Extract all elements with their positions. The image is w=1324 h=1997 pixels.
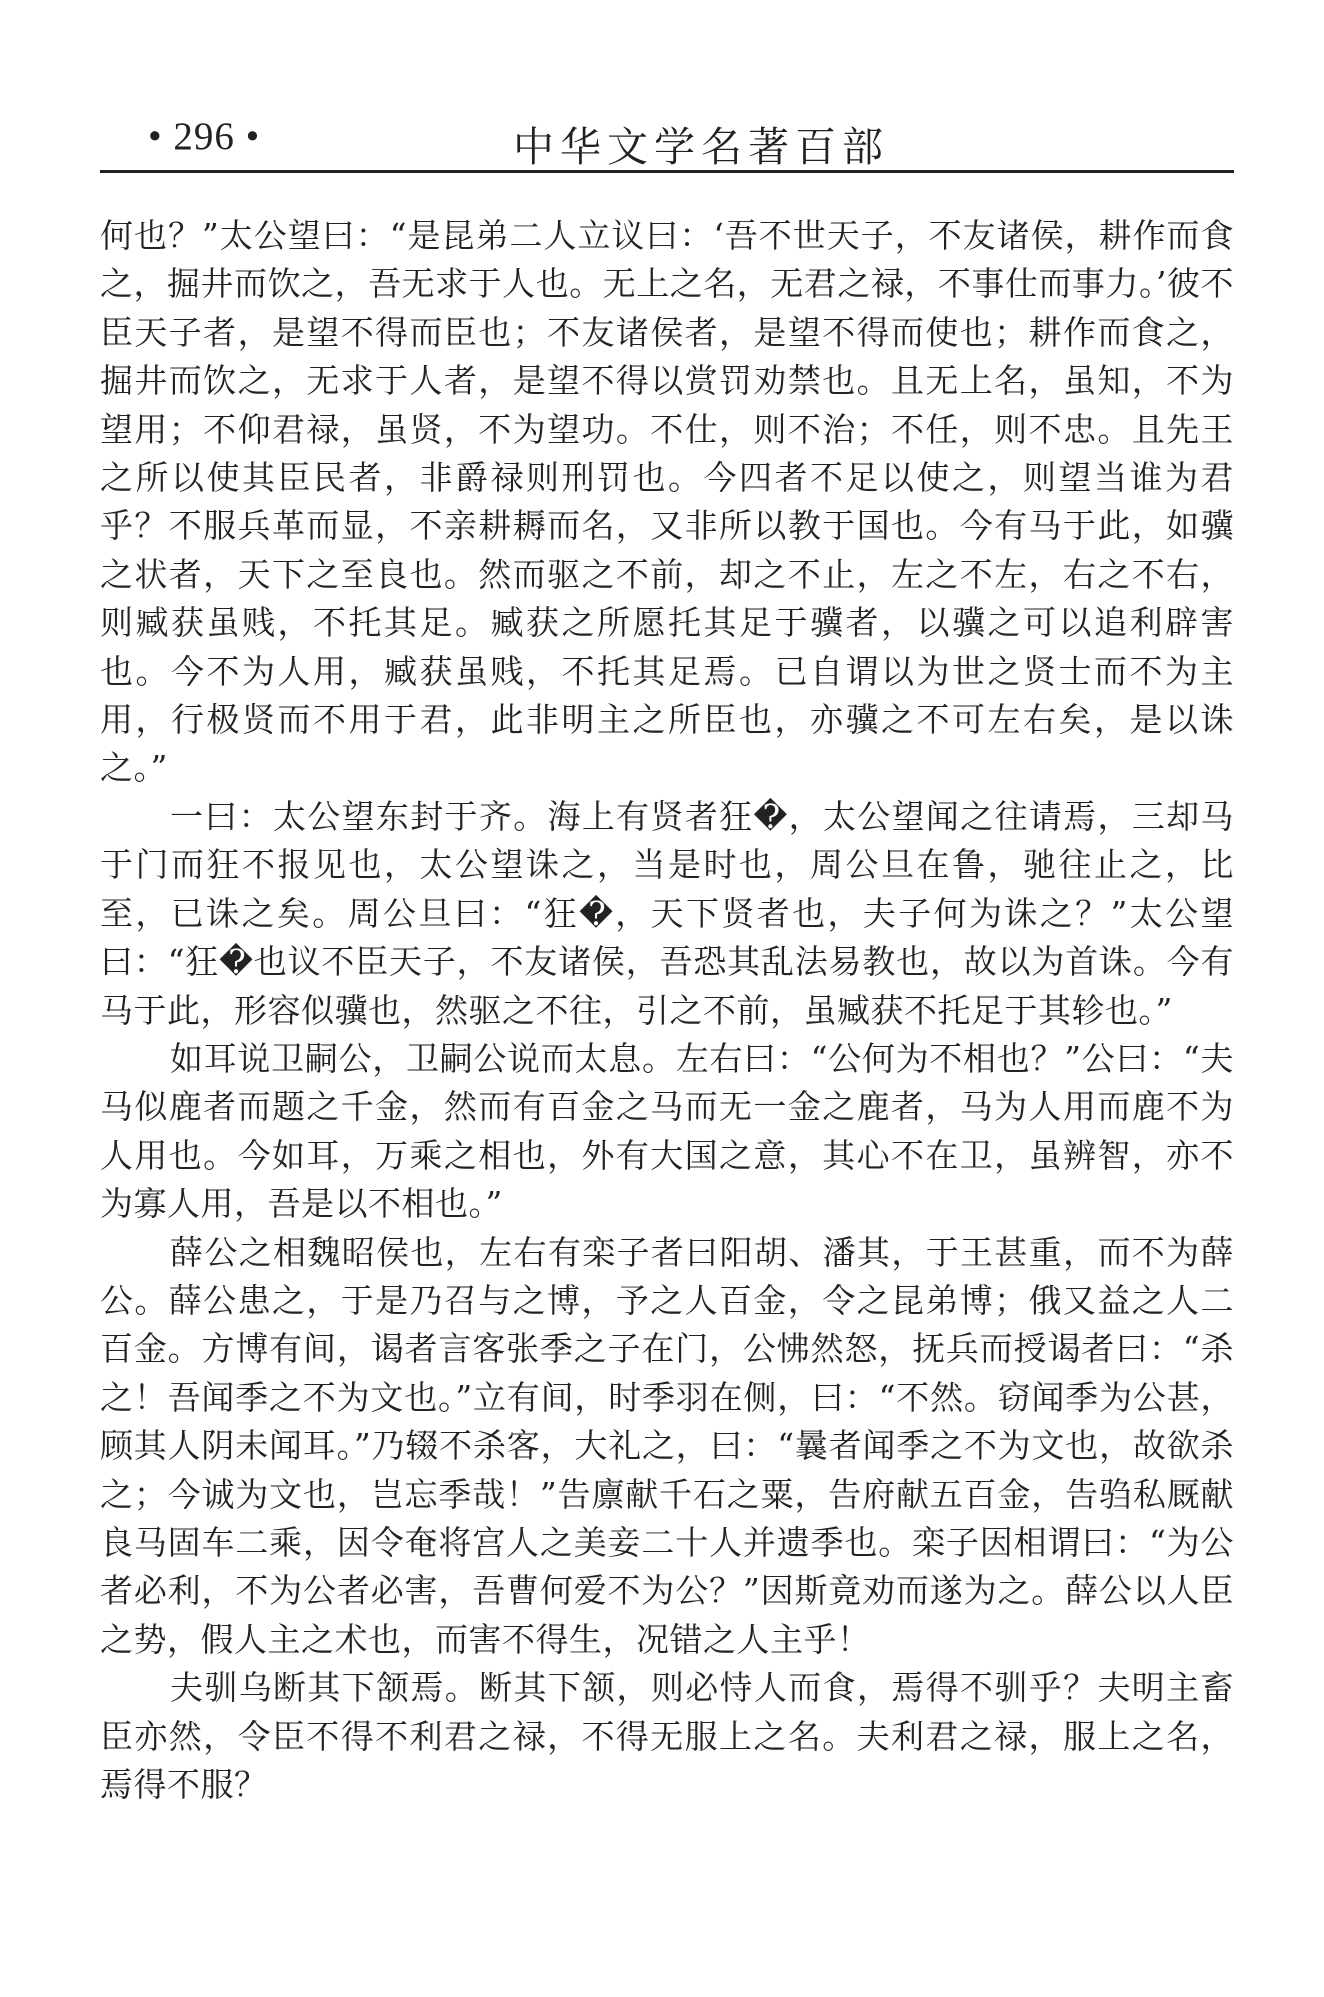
book-title: 中华文学名著百部 [513,123,889,171]
body-text [100,212,1234,1809]
paragraph: 薛公之相魏昭侯也，左右有栾子者曰阳胡、潘其，于王甚重，而不为薛公。薛公患之，于是乃召与之博，予之人百金，令之昆弟博；俄又益之人二百金。方博有间，谒者言客张季之子在门，公怫然怒，抚兵而授谒者曰：“杀之！吾闻季之不为文也。”立有间，时季羽在侧，曰：“不然。窃闻季为公甚，顾其人阴未闻耳。”乃辍不杀客，大礼之，曰：“曩者闻季之不为文也，故欲杀之；今诚为文也，岂忘季哉！”告廪献千石之粟，告府献五百金，告驺私厩献良马固车二乘，因令奄将宫人之美妾二十人并遗季也。栾子因相谓曰：“为公者必利，不为公者必害，吾曹何爱不为公？”因斯竟劝而遂为之。薛公以人臣之势，假人主之术也，而害不得生，况错之人主乎！ [100,1232,1234,1659]
header-rule [100,170,1234,173]
running-header [100,112,1234,171]
paragraph: 何也？”太公望曰：“是昆弟二人立议曰：‘吾不世天子，不友诸侯，耕作而食之，掘井而饮之，吾无求于人也。无上之名，无君之禄，不事仕而事力。’彼不臣天子者，是望不得而臣也；不友诸侯者，是望不得而使也；耕作而食之，掘井而饮之，无求于人者，是望不得以赏罚劝禁也。且无上名，虽知，不为望用；不仰君禄，虽贤，不为望功。不仕，则不治；不任，则不忠。且先王之所以使其臣民者，非爵禄则刑罚也。今四者不足以使之，则望当谁为君乎？不服兵革而显，不亲耕耨而名，又非所以教于国也。今有马于此，如骥之状者，天下之至良也。然而驱之不前，却之不止，左之不左，右之不右，则臧获虽贱，不托其足。臧获之所愿托其足于骥者，以骥之可以追利辟害也。今不为人用，臧获虽贱，不托其足焉。已自谓以为世之贤士而不为主用，行极贤而不用于君，此非明主之所臣也，亦骥之不可左右矣，是以诛之。” [100,216,1234,788]
paragraph: 如耳说卫嗣公，卫嗣公说而太息。左右曰：“公何为不相也？”公曰：“夫马似鹿者而题之千金，然而有百金之马而无一金之鹿者，马为人用而鹿不为人用也。今如耳，万乘之相也，外有大国之意，其心不在卫，虽辨智，亦不为寡人用，吾是以不相也。” [100,1038,1234,1224]
page-number: • 296 • [148,115,261,158]
paragraph: 一曰：太公望东封于齐。海上有贤者狂�，太公望闻之往请焉，三却马于门而狂不报见也，太公望诛之，当是时也，周公旦在鲁，驰往止之，比至，已诛之矣。周公旦曰：“狂�，天下贤者也，夫子何为诛之？”太公望曰：“狂�也议不臣天子，不友诸侯，吾恐其乱法易教也，故以为首诛。今有马于此，形容似骥也，然驱之不往，引之不前，虽臧获不托足于其轸也。” [100,796,1234,1030]
paragraph: 夫驯乌断其下颔焉。断其下颔，则必恃人而食，焉得不驯乎？夫明主畜臣亦然，令臣不得不利君之禄，不得无服上之名。夫利君之禄，服上之名，焉得不服？ [100,1668,1234,1804]
